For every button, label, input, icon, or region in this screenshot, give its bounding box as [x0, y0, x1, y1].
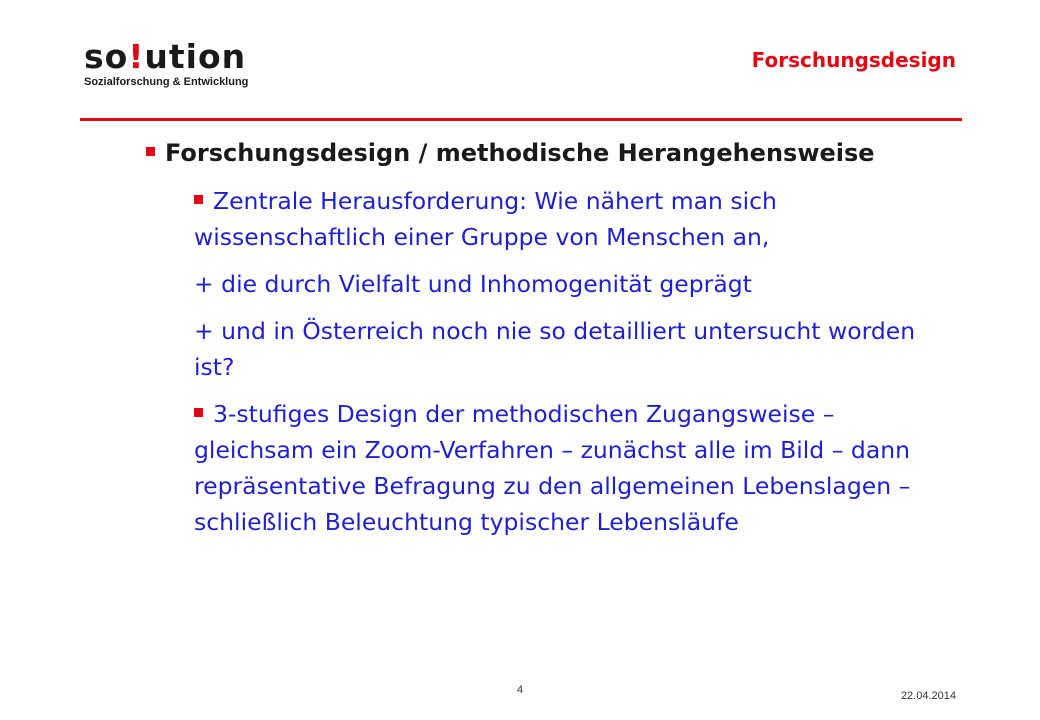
logo	[84, 38, 248, 88]
list-item	[194, 396, 936, 540]
square-bullet-icon	[194, 195, 203, 204]
square-bullet-icon	[146, 147, 155, 156]
header-divider	[80, 118, 962, 121]
main-heading-text: Forschungsdesign / methodische Herangehensweise	[165, 139, 875, 167]
list-item	[194, 313, 936, 385]
footer-date: 22.04.2014	[900, 690, 956, 702]
list-item	[194, 183, 936, 255]
logo-subtitle: Sozialforschung & Entwicklung	[84, 76, 249, 88]
logo-wordmark	[84, 38, 248, 76]
list-item-text: + und in Österreich noch nie so detailliert untersucht worden ist?	[194, 317, 916, 381]
logo-word-post: ution	[144, 37, 247, 76]
square-bullet-icon	[194, 408, 203, 417]
page-number: 4	[517, 684, 524, 696]
logo-exclamation: !	[128, 37, 145, 76]
list-item	[194, 266, 936, 302]
list-item-text: 3-stufiges Design der methodischen Zugangsweise – gleichsam ein Zoom-Verfahren – zunächst alle im Bild – dann repräsentative Befragung zu den allgemeinen Lebenslagen – schließlich Beleuchtung typischer Lebensläufe	[194, 400, 911, 536]
logo-word-pre: so	[84, 37, 129, 76]
slide-section-title: Forschungsdesign	[751, 48, 956, 72]
slide-content	[146, 136, 946, 540]
main-heading	[146, 136, 946, 171]
list-item-text: + die durch Vielfalt und Inhomogenität geprägt	[194, 270, 752, 298]
list-item-text: Zentrale Herausforderung: Wie nähert man sich wissenschaftlich einer Gruppe von Menschen an,	[194, 187, 777, 251]
